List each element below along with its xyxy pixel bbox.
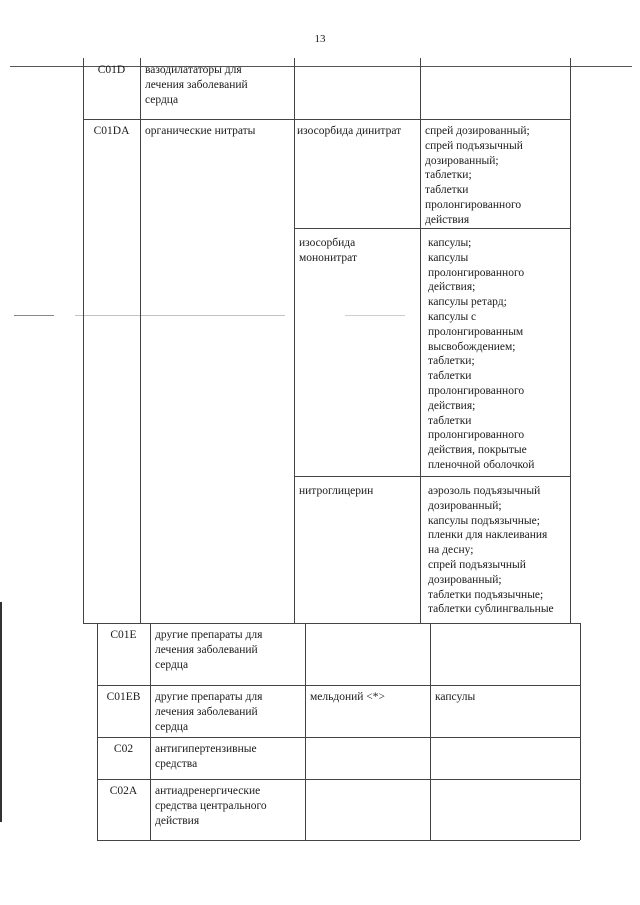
group-name-line: лечения заболеваний — [155, 643, 258, 656]
dosage-forms-line: таблетки подъязычные; — [428, 588, 544, 601]
dosage-forms-line: пролонгированного — [425, 198, 522, 211]
dosage-forms-line: таблетки — [428, 370, 472, 383]
dosage-forms-line: дозированный; — [425, 154, 499, 167]
table-hline — [294, 228, 570, 229]
group-name — [155, 742, 302, 772]
atc-code: C01E — [110, 629, 137, 641]
dosage-forms — [428, 484, 572, 617]
dosage-forms-line: дозированный; — [428, 573, 502, 586]
group-name — [145, 124, 291, 139]
dosage-forms-line: пролонгированного — [428, 266, 525, 279]
dosage-forms-line: таблетки сублингвальные — [428, 603, 554, 616]
dosage-forms-line: спрей подъязычный — [428, 558, 526, 571]
dosage-forms-line: спрей дозированный; — [425, 125, 530, 137]
dosage-forms-line: пролонгированным — [428, 325, 524, 338]
drug-name — [297, 124, 417, 139]
table-hline — [97, 840, 580, 841]
table-vline — [580, 623, 581, 840]
atc-code: C01EB — [106, 691, 141, 703]
dosage-forms — [428, 236, 572, 473]
table-hline — [97, 685, 580, 686]
dosage-forms-line: пленочной оболочкой — [428, 458, 535, 471]
drug-name-line: изосорбида динитрат — [297, 125, 402, 137]
table-hline — [83, 119, 570, 120]
atc-code: C01D — [97, 64, 126, 76]
atc-code: C02 — [113, 743, 134, 755]
group-name-line: средства — [155, 757, 198, 770]
group-name-line: лечения заболеваний — [155, 705, 258, 718]
drug-name-line: изосорбида — [299, 237, 356, 249]
group-name-line: органические нитраты — [145, 125, 256, 137]
table-hline — [97, 737, 580, 738]
dosage-forms-line: аэрозоль подъязычный — [428, 485, 541, 497]
group-name — [145, 63, 291, 107]
table-vline — [305, 623, 306, 840]
group-name — [155, 628, 302, 672]
dosage-forms-line: высвобождением; — [428, 340, 516, 353]
group-name — [155, 784, 302, 828]
dosage-forms-line: капсулы с — [428, 310, 477, 323]
table-vline — [140, 58, 141, 623]
dosage-forms — [425, 124, 569, 228]
dosage-forms-line: капсулы подъязычные; — [428, 514, 540, 527]
dosage-forms — [435, 690, 579, 705]
dosage-forms-line: таблетки — [428, 414, 472, 427]
dosage-forms-line: таблетки — [425, 184, 469, 197]
scan-dash-mid — [75, 315, 285, 316]
dosage-forms-line: пролонгированного — [428, 384, 525, 397]
drug-name — [299, 236, 419, 266]
dosage-forms-line: действия; — [428, 399, 476, 412]
table-vline — [430, 623, 431, 840]
group-name-line: сердца — [155, 658, 189, 671]
drug-name-line: мононитрат — [299, 251, 357, 264]
group-name-line: другие препараты для — [155, 629, 263, 641]
dosage-forms-line: таблетки; — [425, 169, 472, 182]
group-name-line: антигипертензивные — [155, 743, 257, 755]
table-hline — [294, 476, 570, 477]
atc-code: C02A — [109, 785, 138, 797]
page-number: 13 — [314, 33, 326, 45]
table-vline — [420, 58, 421, 623]
dosage-forms-line: на десну; — [428, 544, 474, 557]
group-name — [155, 690, 302, 734]
dosage-forms-line: пролонгированного — [428, 429, 525, 442]
drug-name — [310, 690, 429, 705]
table-vline — [294, 58, 295, 623]
group-name-line: лечения заболеваний — [145, 78, 248, 91]
dosage-forms-line: капсулы ретард; — [428, 296, 507, 309]
drug-name-line: нитроглицерин — [299, 485, 374, 497]
table-hline — [97, 779, 580, 780]
dosage-forms-line: капсулы — [435, 691, 476, 703]
scan-dash-right — [345, 315, 405, 316]
drug-name-line: мельдоний <*> — [310, 691, 386, 703]
atc-code: C01DA — [93, 125, 130, 137]
scan-dash-left — [14, 315, 54, 316]
table-vline — [150, 623, 151, 840]
dosage-forms-line: пленки для наклеивания — [428, 529, 548, 542]
dosage-forms-line: таблетки; — [428, 355, 475, 368]
group-name-line: сердца — [155, 720, 189, 733]
dosage-forms-line: спрей подъязычный — [425, 139, 523, 152]
dosage-forms-line: дозированный; — [428, 499, 502, 512]
dosage-forms-line: действия; — [428, 281, 476, 294]
table-hline — [83, 623, 580, 624]
drug-name — [299, 484, 419, 499]
group-name-line: вазодилататоры для — [145, 64, 242, 76]
group-name-line: антиадренергические — [155, 785, 261, 797]
table-vline — [97, 623, 98, 840]
group-name-line: действия — [155, 814, 200, 827]
group-name-line: другие препараты для — [155, 691, 263, 703]
group-name-line: средства центрального — [155, 799, 267, 812]
dosage-forms-line: капсулы; — [428, 237, 472, 249]
table-vline — [83, 58, 84, 623]
dosage-forms-line: действия — [425, 213, 470, 226]
scan-left-mark — [0, 602, 2, 822]
dosage-forms-line: капсулы — [428, 251, 469, 264]
dosage-forms-line: действия, покрытые — [428, 444, 527, 457]
group-name-line: сердца — [145, 93, 179, 106]
